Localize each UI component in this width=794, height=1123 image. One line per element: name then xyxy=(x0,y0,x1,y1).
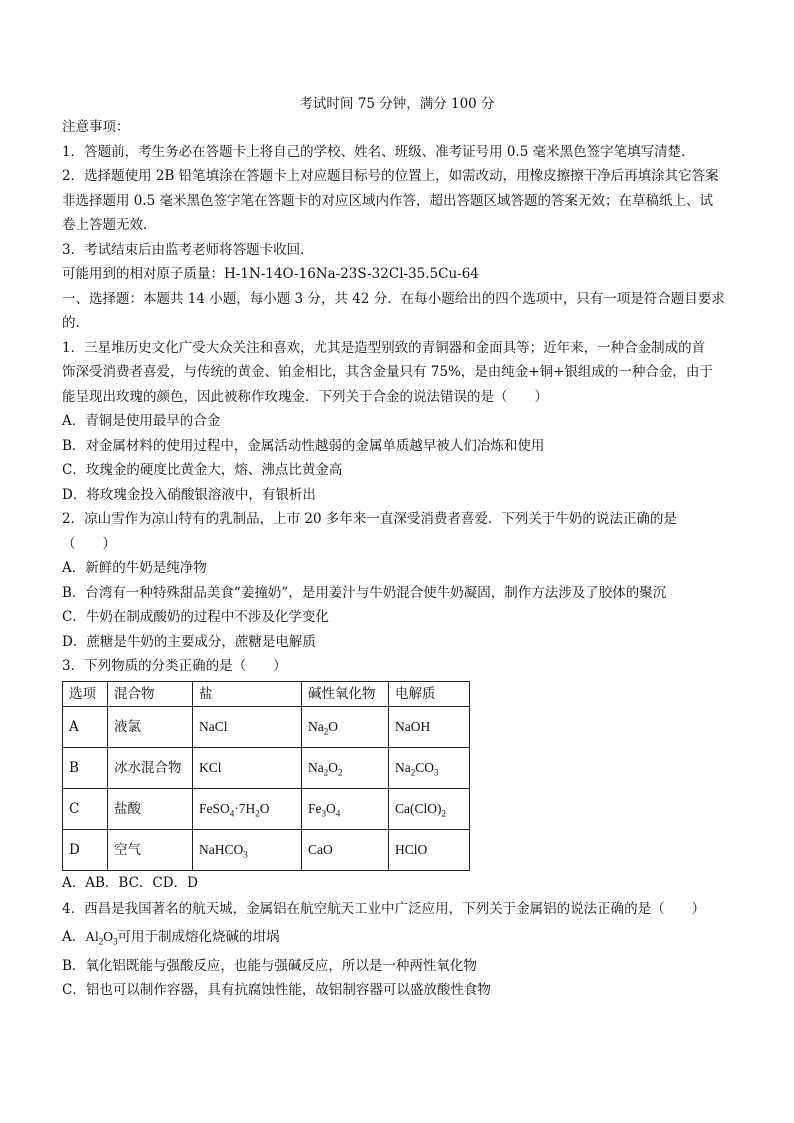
row-electrolyte: $Ca(ClO)_2$ xyxy=(389,789,470,830)
row-salt: $FeSO_4\cdot 7H_2O$ xyxy=(193,789,302,830)
q1-stem-line-3: 能呈现出玫瑰的颜色，因此被称作玫瑰金．下列关于合金的说法错误的是（ ） xyxy=(62,388,548,405)
q2-option-b: B．台湾有一种特殊甜品美食“姜撞奶”，是用姜汁与牛奶混合使牛奶凝固，制作方法涉及了胶体的聚沉 xyxy=(62,584,667,601)
q4-option-a: A．$Al_2O_3$可用于制成熔化烧碱的坩埚 xyxy=(62,929,280,947)
q2-option-d: D．蔗糖是牛奶的主要成分，蔗糖是电解质 xyxy=(62,633,316,650)
table-row xyxy=(63,830,470,871)
row-electrolyte: NaOH xyxy=(389,707,470,748)
notice-line-4: 卷上答题无效． xyxy=(62,217,157,233)
row-option: C xyxy=(63,789,108,830)
row-oxide: $Na_2O_2$ xyxy=(302,748,389,789)
q4-option-b: B．氧化铝既能与强酸反应，也能与强碱反应，所以是一种两性氧化物 xyxy=(62,957,477,974)
header-option: 选项 xyxy=(63,681,108,707)
row-salt: NaCl xyxy=(193,707,302,748)
q1-stem-line-2: 饰深受消费者喜爱，与传统的黄金、铂金相比，其含金量只有 75%，是由纯金+铜+银组成的一种合金，由于 xyxy=(62,364,713,380)
q1-option-c: C．玫瑰金的硬度比黄金大，熔、沸点比黄金高 xyxy=(62,462,343,478)
q2-stem-line-2: （ ） xyxy=(62,535,116,552)
notice-line-2: 2．选择题使用 2B 铅笔填涂在答题卡上对应题目标号的位置上，如需改动，用橡皮擦擦干净后再填涂其它答案 xyxy=(62,168,719,184)
row-oxide: CaO xyxy=(302,830,389,871)
notice-heading: 注意事项： xyxy=(62,119,130,135)
row-oxide: $Na_2O$ xyxy=(302,707,389,748)
header-mixture: 混合物 xyxy=(108,681,193,707)
q4-stem: 4．西昌是我国著名的航天城，金属铝在航空航天工业中广泛应用，下列关于金属铝的说法正确的是（ ） xyxy=(62,900,706,917)
exam-body xyxy=(62,115,740,1003)
q2-stem-line-1: 2．凉山雪作为凉山特有的乳制品，上市 20 多年来一直深受消费者喜爱．下列关于牛奶的说法正确的是 xyxy=(62,511,677,527)
header-basic-oxide: 碱性氧化物 xyxy=(302,681,389,707)
section-heading-line-2: 的． xyxy=(62,315,89,331)
section-heading-line-1: 一、选择题：本题共 14 小题，每小题 3 分，共 42 分．在每小题给出的四个选项中，只有一项是符合题目要求 xyxy=(62,290,725,307)
header-salt: 盐 xyxy=(193,681,302,707)
row-mixture: 空气 xyxy=(108,830,193,871)
table-row xyxy=(63,707,470,748)
row-mixture: 冰水混合物 xyxy=(108,748,193,789)
q1-option-d: D．将玫瑰金投入硝酸银溶液中，有银析出 xyxy=(62,486,316,503)
row-option: A xyxy=(63,707,108,748)
q4-option-c: C．铝也可以制作容器，具有抗腐蚀性能，故铝制容器可以盛放酸性食物 xyxy=(62,982,491,998)
notice-line-3: 非选择题用 0.5 毫米黑色签字笔在答题卡的对应区域内作答，超出答题区域答题的答案无效；在草稿纸上、试 xyxy=(62,192,714,209)
q3-answer-options: A．AB．BC．CD．D xyxy=(62,875,198,891)
row-mixture: 盐酸 xyxy=(108,789,193,830)
exam-time-note: 考试时间 75 分钟，满分 100 分 xyxy=(299,96,495,112)
q1-option-a: A．青铜是使用最早的合金 xyxy=(62,413,221,429)
notice-line-5: 3．考试结束后由监考老师将答题卡收回． xyxy=(62,241,314,258)
q3-classification-table xyxy=(62,681,470,872)
row-option: B xyxy=(63,748,108,789)
row-oxide: $Fe_3O_4$ xyxy=(302,789,389,830)
row-electrolyte: $Na_2CO_3$ xyxy=(389,748,470,789)
q1-stem-line-1: 1．三星堆历史文化广受大众关注和喜欢，尤其是造型别致的青铜器和金面具等；近年来，一种合金制成的首 xyxy=(62,339,706,356)
row-option: D xyxy=(63,830,108,871)
table-header-row xyxy=(63,681,470,707)
atomic-mass-line: 可能用到的相对原子质量：H-1N-14O-16Na-23S-32Cl-35.5Cu-64 xyxy=(62,266,479,282)
header-electrolyte: 电解质 xyxy=(389,681,470,707)
q3-stem: 3．下列物质的分类正确的是（ ） xyxy=(62,658,287,674)
notice-line-1: 1．答题前，考生务必在答题卡上将自己的学校、姓名、班级、准考证号用 0.5 毫米黑色签字笔填写清楚． xyxy=(62,143,695,160)
q2-option-a: A．新鲜的牛奶是纯净物 xyxy=(62,560,207,576)
row-salt: NaHCO$_3$ xyxy=(193,830,302,871)
q1-option-b: B．对金属材料的使用过程中，金属活动性越弱的金属单质越早被人们冶炼和使用 xyxy=(62,437,545,454)
row-mixture: 液氯 xyxy=(108,707,193,748)
table-row xyxy=(63,748,470,789)
row-salt: KCl xyxy=(193,748,302,789)
table-row xyxy=(63,789,470,830)
row-electrolyte: HClO xyxy=(389,830,470,871)
q2-option-c: C．牛奶在制成酸奶的过程中不涉及化学变化 xyxy=(62,609,329,625)
